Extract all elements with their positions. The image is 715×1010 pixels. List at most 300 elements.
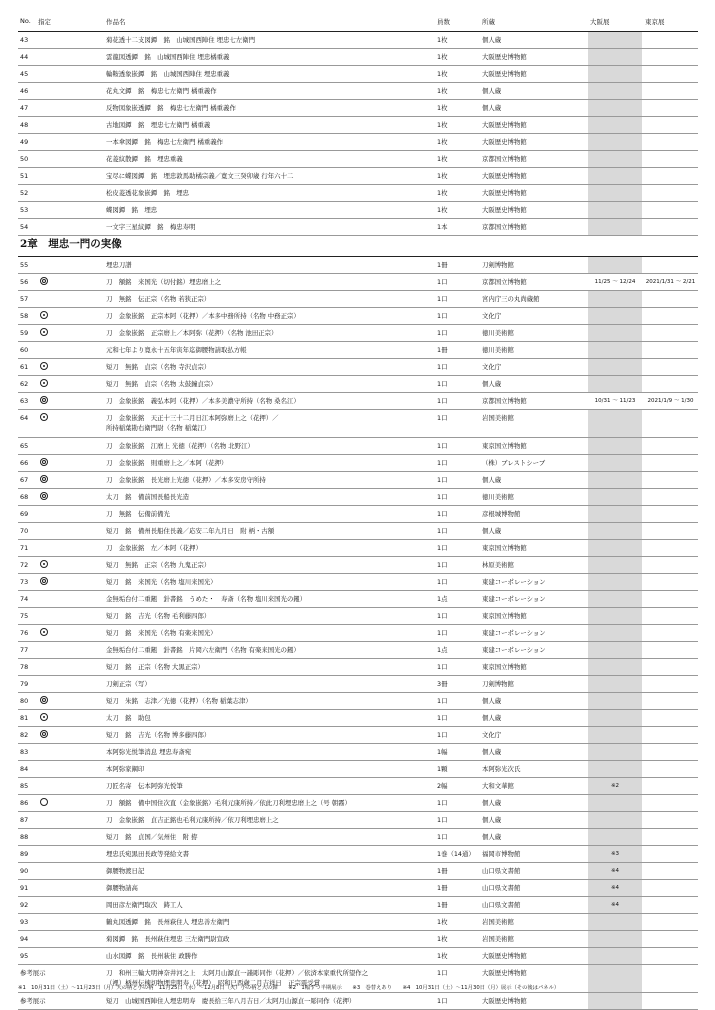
osaka-shade <box>588 931 642 947</box>
item-title: 刀 額銘 来国光（切付銘）埋忠磨上之 <box>106 278 222 286</box>
item-number: 51 <box>20 172 29 180</box>
item-title: 埋忠刀譜 <box>106 261 132 269</box>
item-number: 52 <box>20 189 29 197</box>
item-owner: 大和文華館 <box>482 782 514 790</box>
double-circle-icon <box>40 696 48 704</box>
designation-mark <box>40 274 56 290</box>
osaka-shade <box>588 761 642 777</box>
table-row <box>18 342 698 359</box>
item-title: 御腰物渡日記 <box>106 867 145 875</box>
item-number: 80 <box>20 697 29 705</box>
item-title: 短刀 無銘 貞宗（名物 寺沢貞宗） <box>106 363 211 371</box>
item-count: 1口 <box>437 799 448 807</box>
item-number: 60 <box>20 346 29 354</box>
item-owner: 東建コーポレーション <box>482 578 546 586</box>
table-row <box>18 506 698 523</box>
osaka-shade <box>588 625 642 641</box>
designation-mark <box>40 795 56 811</box>
item-count: 2幅 <box>437 782 448 790</box>
item-owner: 岩国美術館 <box>482 918 514 926</box>
item-number: 78 <box>20 663 29 671</box>
item-title: 一本傘図鐔 銘 梅忠七左衛門 橘重義作 <box>106 138 224 146</box>
table-row <box>18 727 698 744</box>
osaka-period: ※2 <box>610 783 620 789</box>
item-title: 刀 金象嵌銘 則重磨上之／本阿（花押） <box>106 459 228 467</box>
item-title: 金無垢台付二重鎺 針書銘 片岡六左衛門（名物 有楽来国光の鎺） <box>106 646 300 654</box>
item-number: 89 <box>20 850 29 858</box>
header-osaka: 大阪展 <box>590 18 610 26</box>
osaka-shade <box>588 219 642 235</box>
osaka-shade <box>588 134 642 150</box>
item-owner: 個人蔵 <box>482 87 502 95</box>
osaka-shade <box>588 608 642 624</box>
header-tokyo: 東京展 <box>645 18 665 26</box>
tokyo-period <box>643 410 698 413</box>
item-title: 刀 無銘 伝備前備光 <box>106 510 170 518</box>
designation-mark <box>40 489 56 505</box>
item-count: 1口 <box>437 629 448 637</box>
osaka-shade <box>588 49 642 65</box>
osaka-period <box>588 410 642 413</box>
item-title: 輪鞍透象嵌鐔 銘 山城国西陣住 埋忠重義 <box>106 70 230 78</box>
item-count: 1枚 <box>437 172 448 180</box>
item-number: 87 <box>20 816 29 824</box>
item-title: 短刀 朱銘 志津／光徳（花押）（名物 稲葉志津） <box>106 697 252 705</box>
item-title: 刀 和州三輪大明神奈井河之上 太阿月山源貞一謹彫同作（花押）／依済本家重代所望作之 （裡）柄州伝棟切物埋忠明寿（花押） 昭和巳酉歳二月吉祥日 正宗震受賞 <box>106 969 369 987</box>
dotted-circle-icon <box>40 560 48 568</box>
item-count: 1巻（14通） <box>437 850 475 858</box>
table-row <box>18 693 698 710</box>
item-number: 47 <box>20 104 29 112</box>
item-title: 短刀 無銘 貞宗（名物 太鼓鐘貞宗） <box>106 380 217 388</box>
item-owner: 東京国立博物館 <box>482 544 527 552</box>
osaka-shade <box>588 257 642 273</box>
item-count: 1冊 <box>437 346 448 354</box>
item-title: 山水図鐔 銘 長州萩住 政勝作 <box>106 952 198 960</box>
double-circle-icon <box>40 396 48 404</box>
item-number: 参考展示 <box>20 997 46 1005</box>
item-owner: 徳川美術館 <box>482 329 514 337</box>
osaka-shade <box>588 948 642 964</box>
table-row <box>18 778 698 795</box>
osaka-shade <box>588 66 642 82</box>
item-owner: 文化庁 <box>482 363 502 371</box>
item-number: 64 <box>20 414 29 422</box>
item-owner: 個人蔵 <box>482 697 502 705</box>
osaka-shade <box>588 100 642 116</box>
designation-mark <box>40 625 56 641</box>
item-owner: 山口県文書館 <box>482 884 521 892</box>
osaka-shade <box>588 506 642 522</box>
osaka-shade <box>588 342 642 358</box>
item-number: 91 <box>20 884 29 892</box>
osaka-shade <box>588 376 642 392</box>
item-title: 刀匠名寄 伝本阿弥光悦筆 <box>106 782 183 790</box>
item-owner: 個人蔵 <box>482 714 502 722</box>
item-count: 1口 <box>437 278 448 286</box>
table-row <box>18 257 698 274</box>
item-number: 90 <box>20 867 29 875</box>
table-row <box>18 795 698 812</box>
table-row <box>18 32 698 49</box>
item-count: 1口 <box>437 442 448 450</box>
item-number: 74 <box>20 595 29 603</box>
item-count: 1口 <box>437 561 448 569</box>
designation-mark <box>40 455 56 471</box>
osaka-shade <box>588 291 642 307</box>
item-title: 反物図象嵌透鐔 銘 梅忠七左衛門 橘重義作 <box>106 104 236 112</box>
item-title: 刀 金象嵌銘 義弘本阿（花押）／本多美濃守所持（名物 桑名江） <box>106 397 300 405</box>
item-title: 花菱紋散鐔 銘 埋忠重義 <box>106 155 183 163</box>
osaka-shade <box>588 795 642 811</box>
osaka-shade <box>588 540 642 556</box>
table-main <box>18 257 698 1010</box>
item-number: 77 <box>20 646 29 654</box>
item-title: 刀剣正宗（写） <box>106 680 151 688</box>
table-row <box>18 540 698 557</box>
table-row <box>18 100 698 117</box>
item-owner: 個人蔵 <box>482 833 502 841</box>
item-count: 1口 <box>437 816 448 824</box>
osaka-shade <box>588 359 642 375</box>
table-row <box>18 710 698 727</box>
item-owner: 個人蔵 <box>482 380 502 388</box>
item-number: 92 <box>20 901 29 909</box>
table-row <box>18 676 698 693</box>
item-number: 72 <box>20 561 29 569</box>
item-title: 金無垢台付二重鎺 針書銘 うめた・ 寿斎（名物 塩川来国光の鎺） <box>106 595 307 603</box>
item-title: 刀 金象嵌銘 正宗本阿（花押）／本多中務所持（名物 中務正宗） <box>106 312 300 320</box>
item-title: 刀 無銘 伝正宗（名物 若狭正宗） <box>106 295 211 303</box>
osaka-shade <box>588 693 642 709</box>
osaka-shade <box>588 710 642 726</box>
table-row <box>18 151 698 168</box>
item-title: 短刀 銘 貞国／気州住 附 拵 <box>106 833 198 841</box>
item-title: 古地図鐔 銘 埋忠七左衛門 橘重義 <box>106 121 211 129</box>
item-title: 短刀 銘 来国光（名物 塩川来国光） <box>106 578 217 586</box>
item-owner: 刀剣博物館 <box>482 680 514 688</box>
item-title: 刀 金象嵌銘 長光磨上光徳（花押）／本多安房守所持 <box>106 476 266 484</box>
item-title: 御腰物請高 <box>106 884 138 892</box>
item-number: 73 <box>20 578 29 586</box>
table-row <box>18 202 698 219</box>
item-owner: 大阪歴史博物館 <box>482 53 527 61</box>
item-owner: 東京国立博物館 <box>482 442 527 450</box>
item-count: 1点 <box>437 646 448 654</box>
double-circle-icon <box>40 577 48 585</box>
osaka-shade <box>588 642 642 658</box>
item-title: 短刀 銘 備州長船住長義／応安二年九月日 附 柄・古額 <box>106 527 275 535</box>
item-owner: 京都国立博物館 <box>482 155 527 163</box>
item-count: 1顆 <box>437 765 448 773</box>
designation-mark <box>40 965 56 968</box>
osaka-period: ※4 <box>610 885 620 891</box>
item-title: 本阿弥光悦筆消息 埋忠寿斎宛 <box>106 748 192 756</box>
table-row <box>18 914 698 931</box>
item-title: 刀 金象嵌銘 貞吉正銘也毛利元康所持／依刀利埋忠磨上之 <box>106 816 279 824</box>
item-title: 一文字三星紋鐔 銘 梅忠寿明 <box>106 223 196 231</box>
item-title: 埋忠氏宛黒田長政等発給文書 <box>106 850 190 858</box>
item-owner: 文化庁 <box>482 731 502 739</box>
osaka-shade <box>588 455 642 471</box>
table-row <box>18 438 698 455</box>
osaka-shade <box>588 914 642 930</box>
item-count: 1口 <box>437 476 448 484</box>
item-count: 1口 <box>437 329 448 337</box>
item-title: 刀 金象嵌銘 正宗磨上／本阿弥（花押）（名物 池田正宗） <box>106 329 278 337</box>
osaka-period: ※4 <box>610 868 620 874</box>
table-row <box>18 274 698 291</box>
item-title: 短刀 無銘 正宗（名物 九鬼正宗） <box>106 561 211 569</box>
designation-mark <box>40 308 56 324</box>
designation-mark <box>40 393 56 409</box>
item-count: 1枚 <box>437 189 448 197</box>
item-owner: 山口県文書館 <box>482 867 521 875</box>
item-count: 1冊 <box>437 901 448 909</box>
item-number: 69 <box>20 510 29 518</box>
item-count: 1枚 <box>437 70 448 78</box>
item-number: 53 <box>20 206 29 214</box>
item-owner: 徳川美術館 <box>482 346 514 354</box>
osaka-period: ※4 <box>610 902 620 908</box>
item-owner: 岩国美術館 <box>482 935 514 943</box>
circle-icon <box>40 798 48 806</box>
item-count: 1枚 <box>437 104 448 112</box>
osaka-shade <box>588 574 642 590</box>
footnote: ※1 10月31日（土）～11月23日（月）大の柄と小の柄 11月25日（水）～12月8日（火）小の柄と大の鐔 ※2 1幅ずつ半期展示 ※3 巻替えあり ※4 10月31日（土）～11月30日（月）展示（その後はパネル） <box>18 985 560 991</box>
table-row <box>18 376 698 393</box>
item-title: 短刀 銘 吉光（名物 博多藤四郎） <box>106 731 211 739</box>
item-owner: 個人蔵 <box>482 748 502 756</box>
table-row <box>18 117 698 134</box>
item-count: 1枚 <box>437 935 448 943</box>
item-number: 65 <box>20 442 29 450</box>
osaka-shade <box>588 117 642 133</box>
table-row <box>18 846 698 863</box>
item-title: 元和七年より寛永十五年寅年迄御腰物請取払方帳 <box>106 346 247 354</box>
item-owner: 本阿弥光次氏 <box>482 765 521 773</box>
item-number: 86 <box>20 799 29 807</box>
item-title: 宝尽に蝶図鐔 銘 埋忠敦馬助橘宗義／寛文三癸卯歳 行年六十二 <box>106 172 294 180</box>
item-owner: 東建コーポレーション <box>482 595 546 603</box>
osaka-shade <box>588 410 642 437</box>
table-row <box>18 948 698 965</box>
item-number: 44 <box>20 53 29 61</box>
double-circle-icon <box>40 475 48 483</box>
osaka-period <box>588 965 642 968</box>
header-owner: 所蔵 <box>482 18 495 26</box>
item-owner: 大阪歴史博物館 <box>482 189 527 197</box>
table-row <box>18 523 698 540</box>
osaka-shade <box>588 727 642 743</box>
item-count: 1口 <box>437 380 448 388</box>
designation-mark <box>40 359 56 375</box>
item-owner: 東建コーポレーション <box>482 629 546 637</box>
table-row <box>18 591 698 608</box>
table-row <box>18 410 698 438</box>
table-row <box>18 993 698 1010</box>
table-row <box>18 608 698 625</box>
item-number: 49 <box>20 138 29 146</box>
item-owner: 東京国立博物館 <box>482 663 527 671</box>
item-count: 1枚 <box>437 36 448 44</box>
table-row <box>18 880 698 897</box>
double-circle-icon <box>40 492 48 500</box>
item-number: 95 <box>20 952 29 960</box>
item-number: 参考展示 <box>20 969 46 977</box>
osaka-shade <box>588 438 642 454</box>
table-row <box>18 489 698 506</box>
osaka-shade <box>588 676 642 692</box>
dotted-circle-icon <box>40 328 48 336</box>
item-title: 太刀 銘 備前国長船長光造 <box>106 493 190 501</box>
item-number: 58 <box>20 312 29 320</box>
item-owner: 個人蔵 <box>482 36 502 44</box>
item-number: 75 <box>20 612 29 620</box>
item-count: 1口 <box>437 312 448 320</box>
item-number: 76 <box>20 629 29 637</box>
item-owner: 京都国立博物館 <box>482 223 527 231</box>
item-title: 雲龍図透鐔 銘 山城国西陣住 埋忠橘重義 <box>106 53 230 61</box>
table-row <box>18 863 698 880</box>
item-owner: 大阪歴史博物館 <box>482 997 527 1005</box>
item-count: 1口 <box>437 731 448 739</box>
osaka-shade <box>588 523 642 539</box>
item-number: 57 <box>20 295 29 303</box>
item-number: 59 <box>20 329 29 337</box>
item-title: 刀 額銘 備中国住次直（金象嵌銘）毛利元康所持／依此刀利埋忠磨上之（号 朝霧） <box>106 799 351 807</box>
table-row <box>18 931 698 948</box>
item-count: 1冊 <box>437 867 448 875</box>
osaka-shade <box>588 829 642 845</box>
table-row <box>18 625 698 642</box>
osaka-period: 11/25 ～ 12/24 <box>594 279 636 285</box>
item-count: 1口 <box>437 697 448 705</box>
item-number: 54 <box>20 223 29 231</box>
item-owner: 個人蔵 <box>482 476 502 484</box>
item-number: 45 <box>20 70 29 78</box>
table-row <box>18 185 698 202</box>
item-count: 1口 <box>437 578 448 586</box>
item-count: 1枚 <box>437 53 448 61</box>
item-title: 短刀 銘 来国光（名物 有楽来国光） <box>106 629 217 637</box>
item-count: 1口 <box>437 295 448 303</box>
designation-mark <box>40 410 56 423</box>
table-row <box>18 219 698 236</box>
item-count: 1冊 <box>437 261 448 269</box>
osaka-shade <box>588 993 642 1009</box>
item-owner: 個人蔵 <box>482 816 502 824</box>
item-title: 短刀 銘 正宗（名物 大黒正宗） <box>106 663 204 671</box>
item-number: 85 <box>20 782 29 790</box>
designation-mark <box>40 557 56 573</box>
dotted-circle-icon <box>40 311 48 319</box>
item-number: 70 <box>20 527 29 535</box>
item-number: 94 <box>20 935 29 943</box>
osaka-shade <box>588 151 642 167</box>
item-title: 鶴丸図透鐔 銘 長州萩住人 埋忠善左衛門 <box>106 918 230 926</box>
table-row <box>18 66 698 83</box>
designation-mark <box>40 574 56 590</box>
item-number: 48 <box>20 121 29 129</box>
item-owner: 文化庁 <box>482 312 502 320</box>
double-circle-icon <box>40 277 48 285</box>
item-owner: 大阪歴史博物館 <box>482 121 527 129</box>
osaka-shade <box>588 472 642 488</box>
osaka-shade <box>588 83 642 99</box>
osaka-shade <box>588 591 642 607</box>
item-title: 菊花透十二支図鐔 銘 山城国西陣住 埋忠七左衛門 <box>106 36 256 44</box>
item-count: 1点 <box>437 595 448 603</box>
item-count: 1口 <box>437 544 448 552</box>
item-title: 短刀 山城国西陣住人埋忠明寿 慶長拾三年八月吉日／太阿月山源貞一彫同作（花押） <box>106 997 356 1005</box>
designation-mark <box>40 376 56 392</box>
osaka-period: 10/31 ～ 11/23 <box>594 398 636 404</box>
osaka-period: ※3 <box>610 851 620 857</box>
item-number: 81 <box>20 714 29 722</box>
item-number: 46 <box>20 87 29 95</box>
table-row <box>18 574 698 591</box>
osaka-shade <box>588 325 642 341</box>
osaka-shade <box>588 659 642 675</box>
dotted-circle-icon <box>40 379 48 387</box>
osaka-shade <box>588 202 642 218</box>
item-owner: 林原美術館 <box>482 561 514 569</box>
item-title: 刀 金象嵌銘 左／本阿（花押） <box>106 544 202 552</box>
item-count: 1枚 <box>437 952 448 960</box>
table-row <box>18 168 698 185</box>
item-title: 本阿弥家鋼印 <box>106 765 145 773</box>
item-title: 太刀 銘 助包 <box>106 714 151 722</box>
table-row <box>18 455 698 472</box>
item-title: 短刀 銘 吉光（名物 毛利藤四郎） <box>106 612 211 620</box>
tokyo-period <box>643 965 698 968</box>
osaka-shade <box>588 489 642 505</box>
double-circle-icon <box>40 730 48 738</box>
table-row <box>18 325 698 342</box>
designation-mark <box>40 693 56 709</box>
table-row <box>18 557 698 574</box>
item-number: 67 <box>20 476 29 484</box>
item-number: 84 <box>20 765 29 773</box>
dotted-circle-icon <box>40 413 48 421</box>
item-title: 松皮菱透花象嵌鐔 銘 埋忠 <box>106 189 190 197</box>
item-count: 1口 <box>437 397 448 405</box>
designation-mark <box>40 710 56 726</box>
item-number: 79 <box>20 680 29 688</box>
item-owner: 個人蔵 <box>482 527 502 535</box>
osaka-shade <box>588 812 642 828</box>
item-title: 刀 金象嵌銘 天正十三十二月日江本阿弥磨上之（花押）／ 所持稲葉勘右衛門尉（名物 稲葉江） <box>106 414 279 432</box>
table-row <box>18 291 698 308</box>
table-row <box>18 359 698 376</box>
item-number: 61 <box>20 363 29 371</box>
double-circle-icon <box>40 458 48 466</box>
dotted-circle-icon <box>40 362 48 370</box>
item-number: 88 <box>20 833 29 841</box>
item-count: 1枚 <box>437 206 448 214</box>
item-count: 1枚 <box>437 121 448 129</box>
dotted-circle-icon <box>40 628 48 636</box>
item-number: 93 <box>20 918 29 926</box>
osaka-shade <box>588 557 642 573</box>
item-count: 1口 <box>437 459 448 467</box>
item-number: 62 <box>20 380 29 388</box>
item-count: 1枚 <box>437 155 448 163</box>
item-number: 56 <box>20 278 29 286</box>
table-header <box>0 14 715 28</box>
item-number: 50 <box>20 155 29 163</box>
